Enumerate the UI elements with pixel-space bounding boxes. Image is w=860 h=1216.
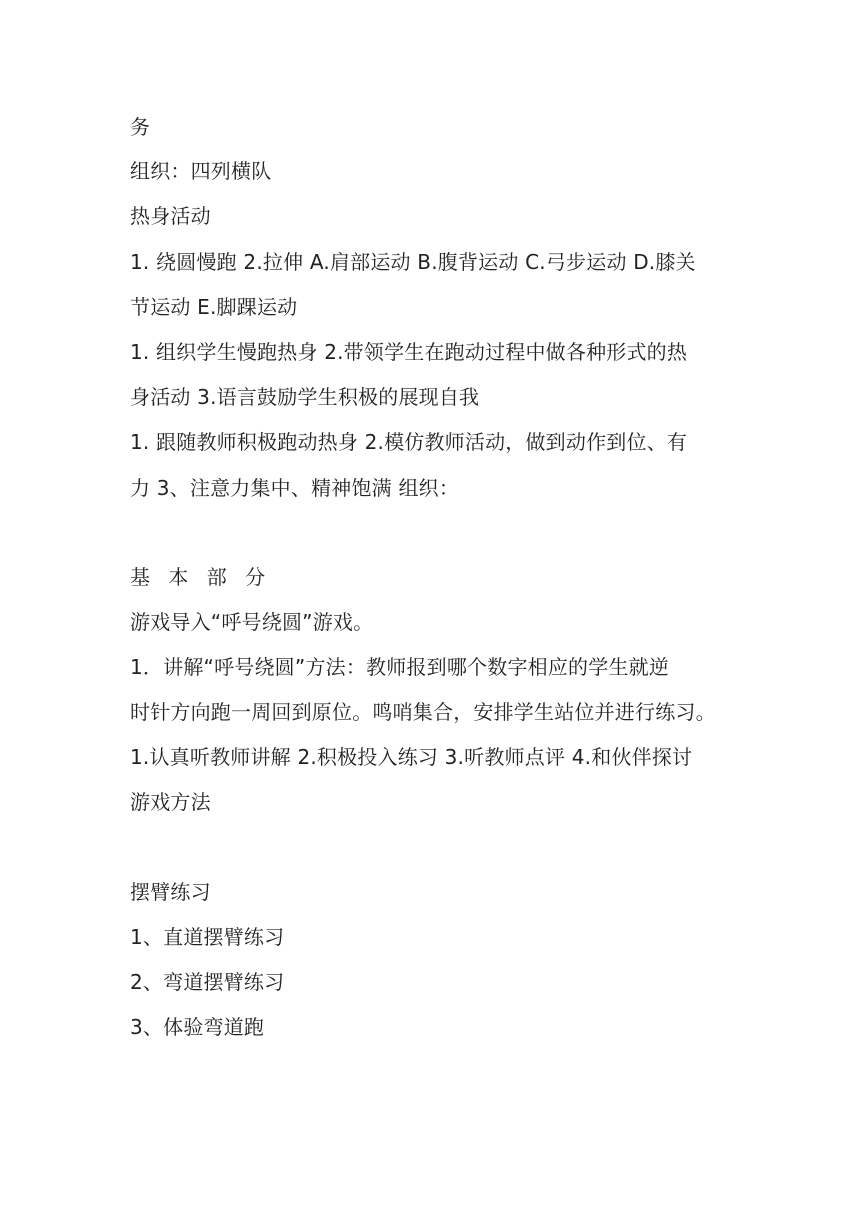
section-heading: 基 本 部 分 <box>130 565 272 589</box>
text-line: 时针方向跑一周回到原位。鸣哨集合，安排学生站位并进行练习。 <box>130 700 716 724</box>
text-line: 热身活动 <box>130 204 211 228</box>
text-line: 务 <box>130 115 151 139</box>
text-line: 1. 组织学生慢跑热身 2.带领学生在跑动过程中做各种形式的热 <box>130 340 688 364</box>
text-line: 节运动 E.脚踝运动 <box>130 295 298 319</box>
text-line: 1．讲解“呼号绕圆”方法：教师报到哪个数字相应的学生就逆 <box>130 655 670 679</box>
text-line: 2、弯道摆臂练习 <box>130 970 285 994</box>
text-line: 1、直道摆臂练习 <box>130 925 285 949</box>
text-line: 1. 跟随教师积极跑动热身 2.模仿教师活动，做到动作到位、有 <box>130 430 688 454</box>
text-line: 1.认真听教师讲解 2.积极投入练习 3.听教师点评 4.和伙伴探讨 <box>130 745 693 769</box>
text-line: 1. 绕圆慢跑 2.拉伸 A.肩部运动 B.腹背运动 C.弓步运动 D.膝关 <box>130 250 696 274</box>
text-line: 身活动 3.语言鼓励学生积极的展现自我 <box>130 385 480 409</box>
text-line: 力 3、注意力集中、精神饱满 组织： <box>130 476 460 500</box>
text-line: 游戏方法 <box>130 790 211 814</box>
text-line: 3、体验弯道跑 <box>130 1015 265 1039</box>
text-line: 组织：四列横队 <box>130 159 272 183</box>
section-heading: 摆臂练习 <box>130 880 211 904</box>
text-line: 游戏导入“呼号绕圆”游戏。 <box>130 610 374 634</box>
